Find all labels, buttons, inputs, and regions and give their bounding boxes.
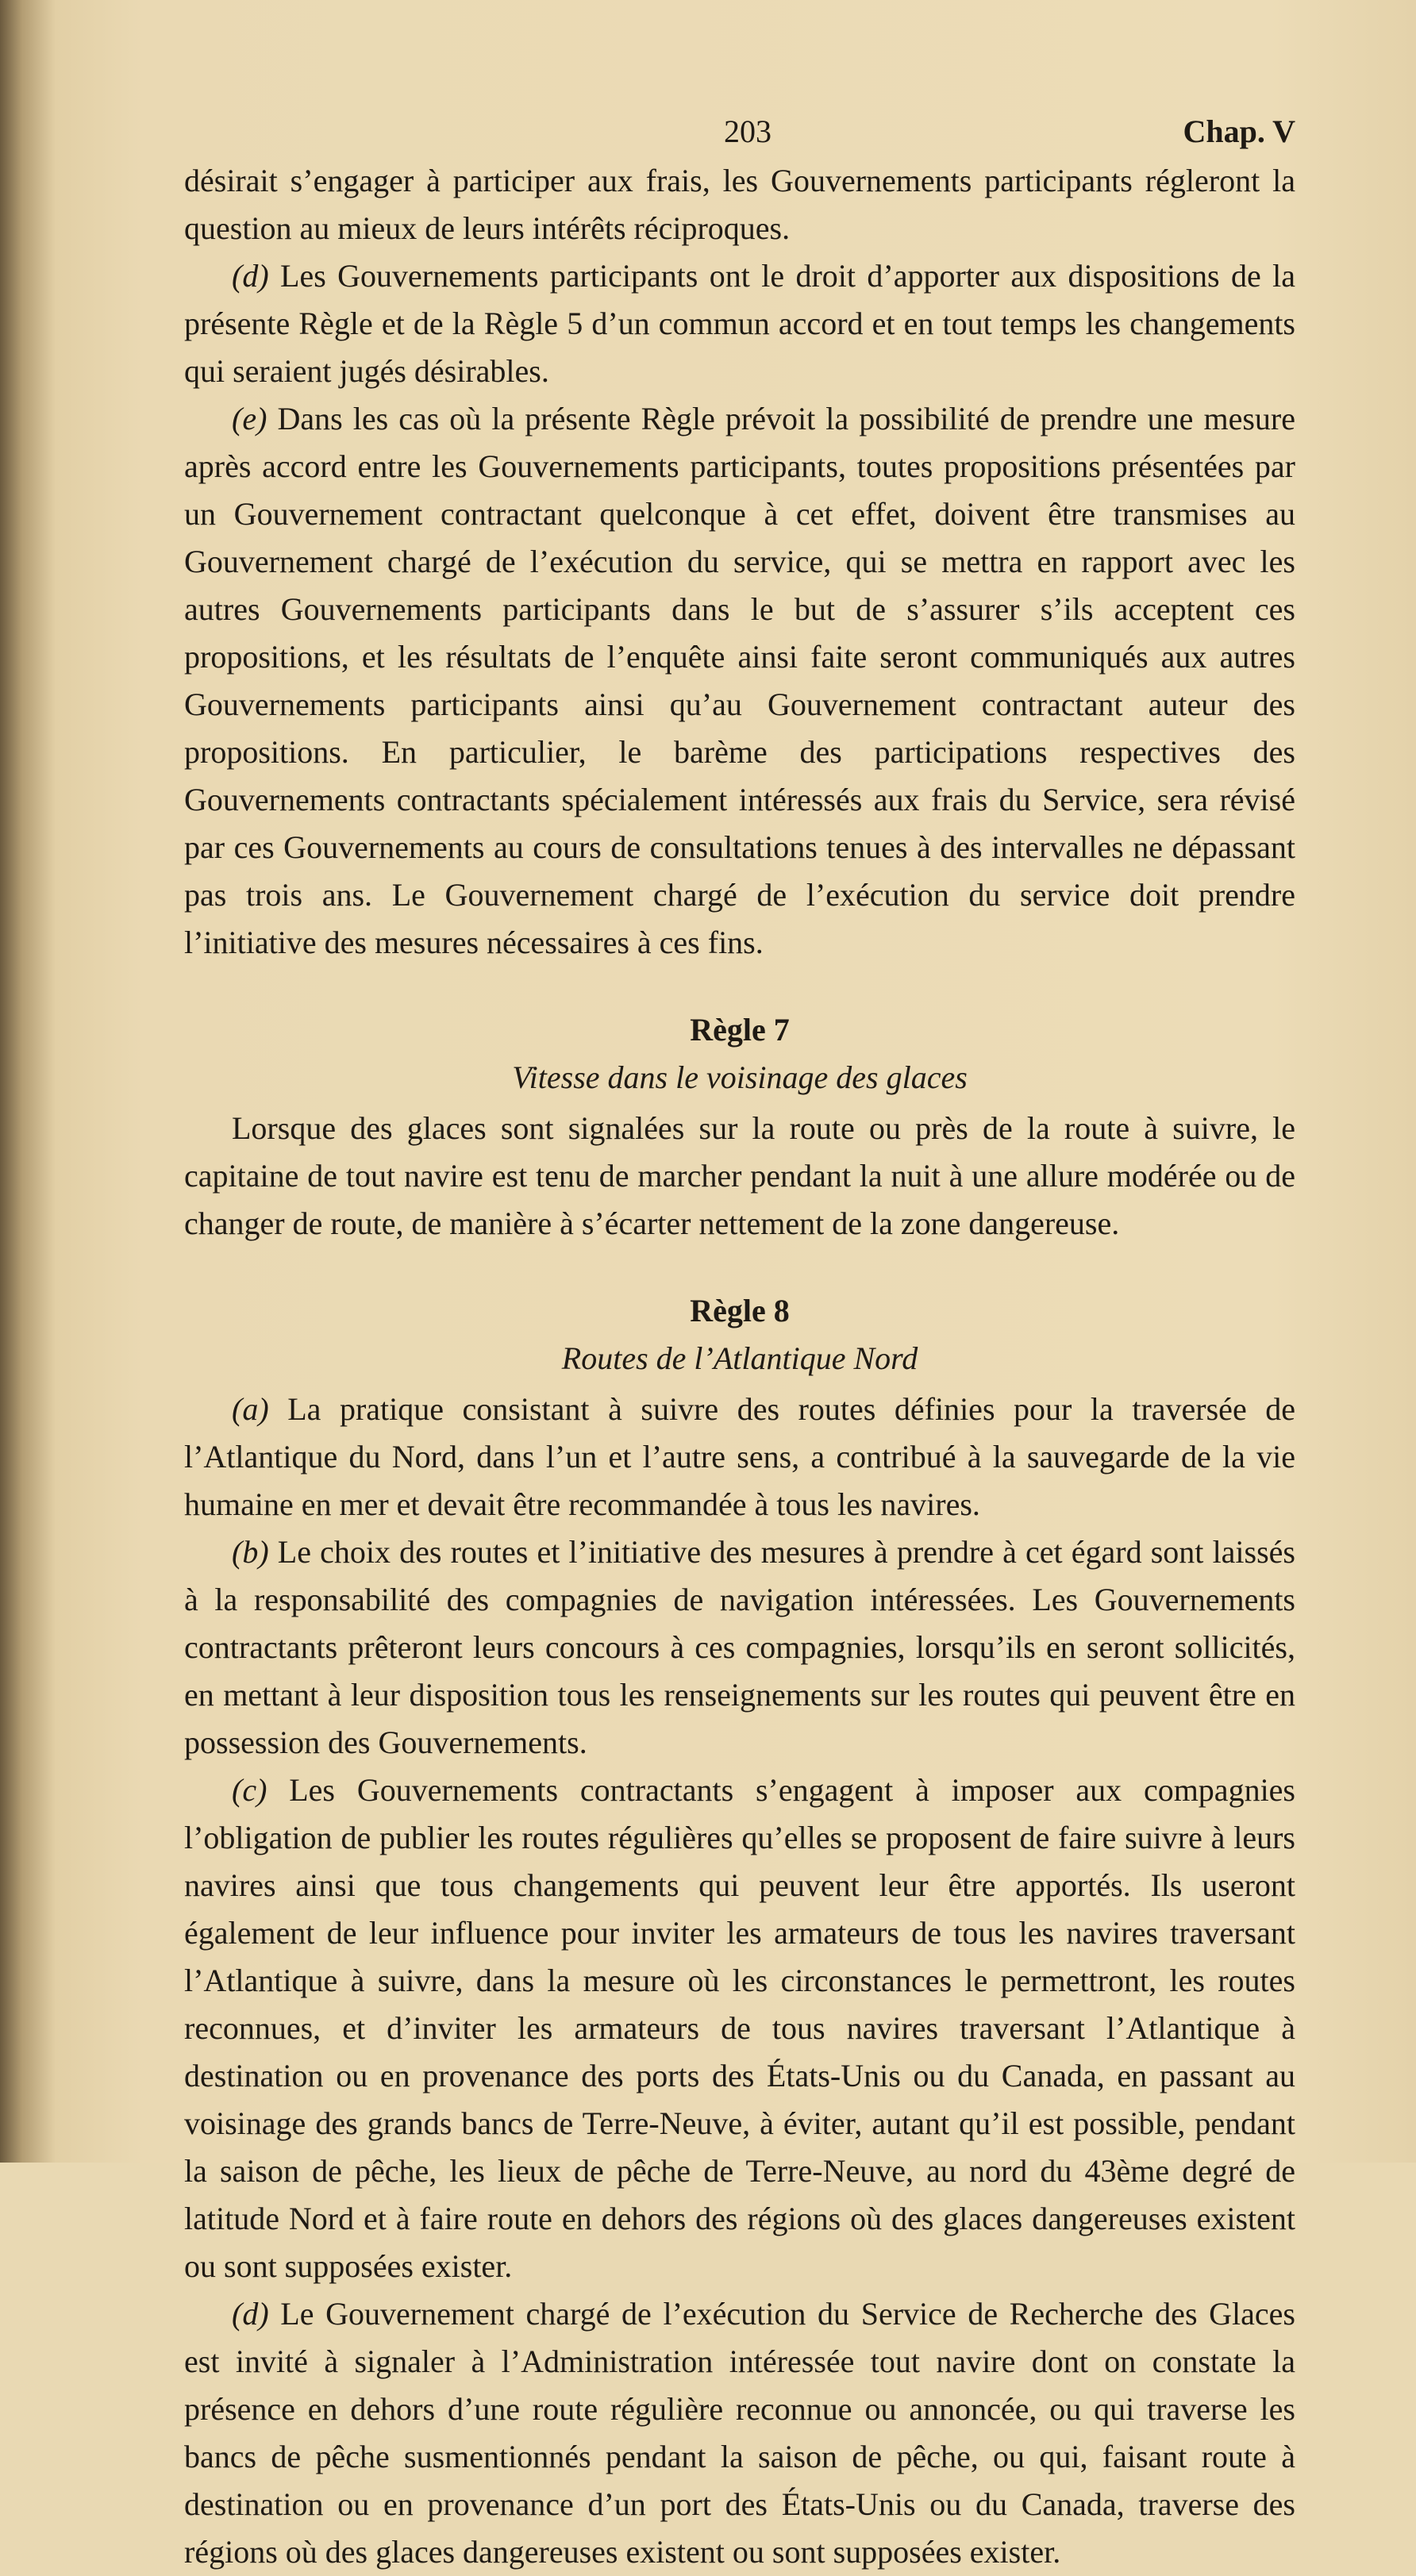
paragraph-e: (e) Dans les cas où la présente Règle prévoit la possibilité de prendre une mesure après accord entre les Gouvernements participants, toutes propositions présentées par un Gouvernement contractant quelconque à cet effet, doivent être transmises au Gouvernement chargé de l’exécution du service, qui se mettra en rapport avec les autres Gouvernements participants dans le but de s’assurer s’ils acceptent ces propositions, et les résultats de l’enquête ainsi faite seront communiqués aux autres Gouvernements participants ainsi qu’au Gouvernement contractant auteur des propositions. En particulier, le barème des participations respectives des Gouvernements contractants spécialement intéressés aux frais du Service, sera révisé par ces Gouvernements au cours de consultations tenues à des intervalles ne dépassant pas trois ans. Le Gouvernement chargé de l’exécution du service doit prendre l’initiative des mesures nécessaires à ces fins. xyxy=(184,401,1295,960)
rule7-heading: Règle 7 xyxy=(690,1012,790,1048)
page-text xyxy=(184,94,1295,2576)
paragraph-d: (d) Les Gouvernements participants ont le droit d’apporter aux dispositions de la présente Règle et de la Règle 5 d’un commun accord et en tout temps les changements qui seraient jugés désirables. xyxy=(184,258,1295,389)
page-number: 203 xyxy=(724,113,771,149)
page-header xyxy=(184,94,1295,157)
chapter-label: Chap. V xyxy=(1183,113,1295,149)
rule8-paragraph-a: (a) La pratique consistant à suivre des routes définies pour la traversée de l’Atlantique du Nord, dans l’un et l’autre sens, a contribué à la sauvegarde de la vie humaine en mer et devait être recommandée à tous les navires. xyxy=(184,1391,1295,1522)
rule8-heading: Règle 8 xyxy=(690,1293,790,1328)
rule7-subtitle: Vitesse dans le voisinage des glaces xyxy=(512,1059,968,1095)
rule7-paragraph: Lorsque des glaces sont signalées sur la route ou près de la route à suivre, le capitaine de tout navire est tenu de marcher pendant la nuit à une allure modérée ou de changer de route, de manière à s’écarter nettement de la zone dangereuse. xyxy=(184,1110,1295,1241)
rule8-paragraph-b: (b) Le choix des routes et l’initiative des mesures à prendre à cet égard sont laissés à la responsabilité des compagnies de navigation intéressées. Les Gouvernements contractants prêteront leurs concours à ces compagnies, lorsqu’ils en seront sollicités, en mettant à leur disposition tous les renseignements sur les routes qui peuvent être en possession des Gouvernements. xyxy=(184,1534,1295,1760)
rule8-subtitle: Routes de l’Atlantique Nord xyxy=(561,1340,918,1376)
rule8-paragraph-c: (c) Les Gouvernements contractants s’engagent à imposer aux compagnies l’obligation de publier les routes régulières qu’elles se proposent de faire suivre à leurs navires ainsi que tous changements qui peuvent leur être apportés. Ils useront également de leur influence pour inviter les armateurs de tous les navires traversant l’Atlantique à suivre, dans la mesure où les circonstances le permettront, les routes reconnues, et d’inviter les armateurs de tous navires traversant l’Atlantique à destination ou en provenance des ports des États-Unis ou du Canada, en passant au voisinage des grands bancs de Terre-Neuve, à éviter, autant qu’il est possible, pendant la saison de pêche, les lieux de pêche de Terre-Neuve, au nord du 43ème degré de latitude Nord et à faire route en dehors des régions où des glaces dangereuses existent ou sont supposées exister. xyxy=(184,1772,1295,2284)
rule8-paragraph-d: (d) Le Gouvernement chargé de l’exécution du Service de Recherche des Glaces est invité à signaler à l’Administration intéressée tout navire dont on constate la présence en dehors d’une route régulière reconnue ou annoncée, ou qui traverse les bancs de pêche susmentionnés pendant la saison de pêche, ou qui, faisant route à destination ou en provenance d’un port des États-Unis ou du Canada, traverse des régions où des glaces dangereuses existent ou sont supposées exister. xyxy=(184,2296,1295,2570)
paragraph-continued: désirait s’engager à participer aux frais, les Gouvernements participants régleront la question au mieux de leurs intérêts réciproques. xyxy=(184,163,1295,246)
